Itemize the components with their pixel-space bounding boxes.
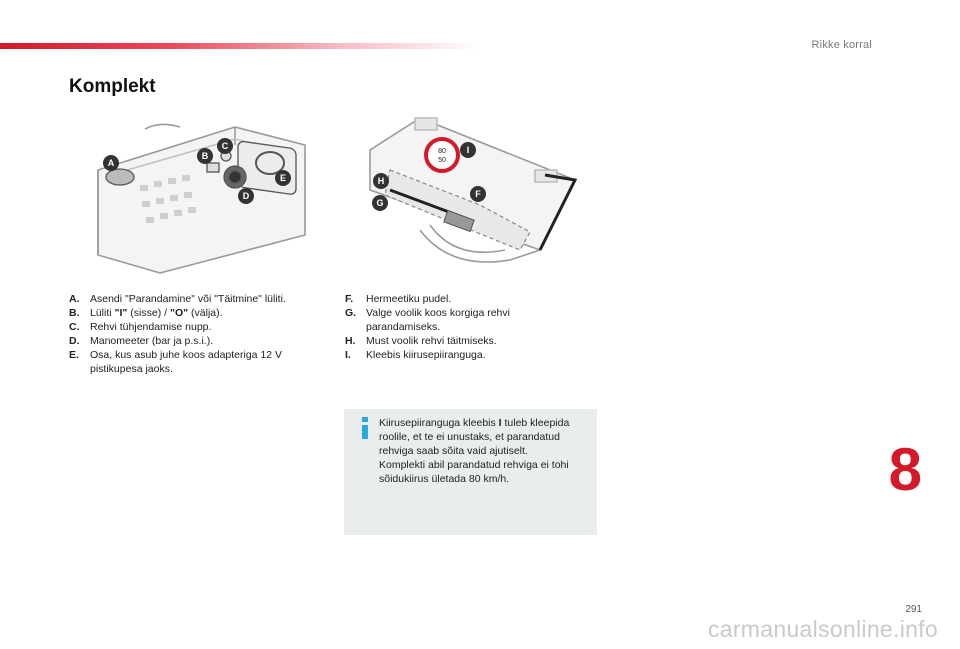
callout-i (460, 142, 476, 158)
legend-list-left (69, 292, 329, 376)
watermark: carmanualsonline.info (707, 616, 938, 642)
svg-text:I: I (466, 145, 470, 155)
list-item: D. Manomeeter (bar ja p.s.i.). (69, 335, 214, 347)
chapter-number: 8 (888, 436, 922, 503)
callout-h (373, 173, 389, 189)
callout-b (197, 148, 213, 164)
callout-f (470, 186, 486, 202)
callout-a (103, 155, 119, 171)
callout-c (217, 138, 233, 154)
info-paragraph-2: Komplekti abil parandatud rehviga ei tohi sõidukiirus ületada 80 km/h. (379, 459, 569, 485)
svg-text:C: C (221, 141, 229, 151)
info-icon (358, 417, 372, 439)
list-item: F. Hermeetiku pudel. (345, 293, 452, 305)
info-box (344, 409, 597, 535)
svg-text:B: B (201, 151, 209, 161)
list-item: A. Asendi "Parandamine" või "Täitmine" lüliti. (69, 293, 286, 305)
list-item: H. Must voolik rehvi täitmiseks. (345, 335, 497, 347)
callout-e (275, 170, 291, 186)
list-item: I. Kleebis kiirusepiiranguga. (345, 349, 486, 361)
legend-list-right (345, 292, 545, 362)
list-item: B. Lüliti "I" (sisse) / "O" (välja). (69, 307, 223, 319)
svg-text:A: A (107, 158, 115, 168)
list-item: G. Valge voolik koos korgiga rehvi parandamiseks. (345, 307, 510, 333)
svg-text:50: 50 (438, 157, 446, 164)
compressor-underside-illustration (360, 110, 585, 275)
list-item: C. Rehvi tühjendamise nupp. (69, 321, 212, 333)
svg-text:F: F (475, 189, 481, 199)
callout-d (238, 188, 254, 204)
compressor-front-illustration (90, 115, 315, 275)
list-item: E. Osa, kus asub juhe koos adapteriga 12 V pistikupesa jaoks. (69, 349, 283, 375)
info-paragraph-1: Kiirusepiiranguga kleebis I tuleb kleepida roolile, et te ei unustaks, et parandatud rehviga saab sõita vaid ajutiselt. (379, 417, 570, 457)
svg-text:G: G (376, 198, 384, 208)
page-number: 291 (905, 604, 922, 615)
section-title: Rikke korral (811, 39, 872, 51)
svg-text:E: E (279, 173, 287, 183)
svg-text:H: H (377, 176, 385, 186)
callout-g (372, 195, 388, 211)
svg-text:D: D (242, 191, 250, 201)
chapter-color-bar (0, 43, 480, 49)
info-text (379, 416, 584, 486)
page-heading: Komplekt (69, 76, 156, 97)
speed-limit-sticker (426, 139, 458, 171)
svg-text:80: 80 (438, 148, 446, 155)
